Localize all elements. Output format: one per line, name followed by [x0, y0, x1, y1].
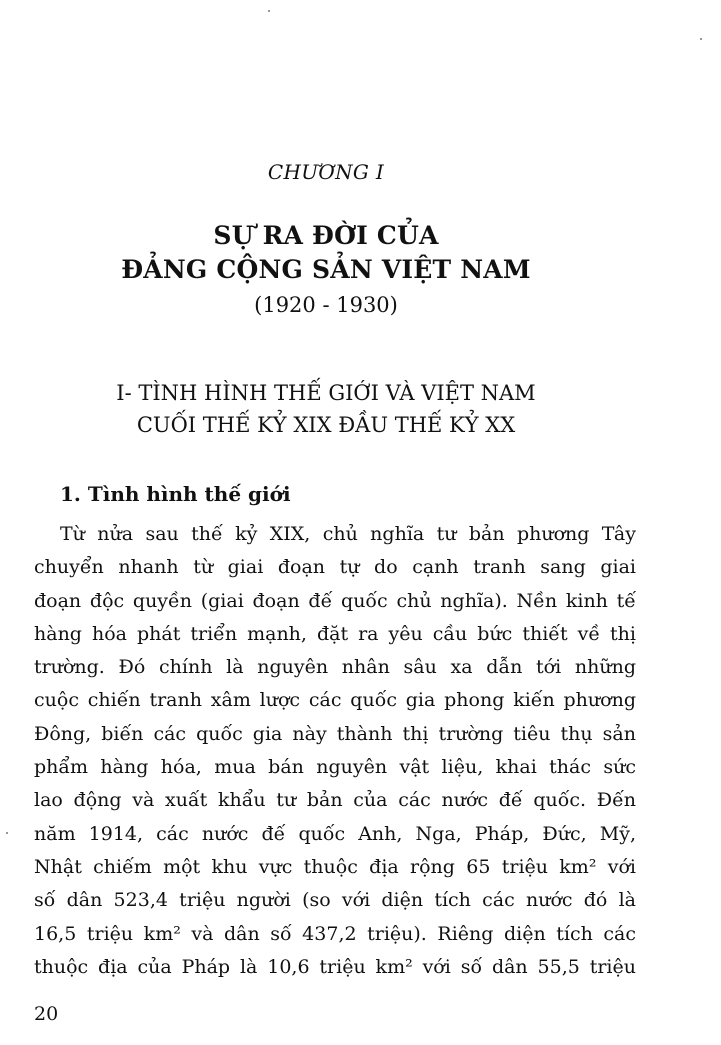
paragraph-line: chuyển nhanh từ giai đoạn tự do cạnh tranh sang giai	[34, 556, 636, 579]
section-heading-line-2: CUỐI THẾ KỶ XIX ĐẦU THẾ KỶ XX	[136, 413, 516, 437]
chapter-years: (1920 - 1930)	[254, 293, 398, 317]
paragraph-line: Đông, biến các quốc gia này thành thị trường tiêu thụ sản	[34, 722, 636, 745]
subsection-heading: 1. Tình hình thế giới	[60, 482, 291, 506]
section-heading-line-1: I- TÌNH HÌNH THẾ GIỚI VÀ VIỆT NAM	[116, 381, 536, 405]
paragraph-line: Từ nửa sau thế kỷ XIX, chủ nghĩa tư bản phương Tây	[60, 523, 636, 545]
paragraph-line: cuộc chiến tranh xâm lược các quốc gia phong kiến phương	[34, 689, 636, 712]
chapter-title-line-1: SỰ RA ĐỜI CỦA	[213, 221, 439, 250]
paragraph-line: hàng hóa phát triển mạnh, đặt ra yêu cầu bức thiết về thị	[34, 622, 636, 645]
body-paragraph	[34, 518, 636, 984]
paragraph-line: phẩm hàng hóa, mua bán nguyên vật liệu, khai thác sức	[34, 756, 636, 779]
paragraph-line: thuộc địa của Pháp là 10,6 triệu km² với số dân 55,5 triệu	[34, 955, 636, 978]
paragraph-line: 16,5 triệu km² và dân số 437,2 triệu). Riêng diện tích các	[34, 922, 636, 945]
scan-speck	[6, 832, 8, 834]
chapter-label: CHƯƠNG I	[267, 160, 385, 184]
paragraph-line: lao động và xuất khẩu tư bản của các nước đế quốc. Đến	[34, 789, 636, 812]
paragraph-line: số dân 523,4 triệu người (so với diện tích các nước đó là	[34, 889, 636, 912]
scan-speck	[268, 10, 270, 12]
paragraph-line: trường. Đó chính là nguyên nhân sâu xa dẫn tới những	[34, 656, 636, 679]
paragraph-line: năm 1914, các nước đế quốc Anh, Nga, Pháp, Đức, Mỹ,	[34, 822, 636, 845]
paragraph-line: đoạn độc quyền (giai đoạn đế quốc chủ nghĩa). Nền kinh tế	[34, 589, 636, 612]
paragraph-line: Nhật chiếm một khu vực thuộc địa rộng 65 triệu km² với	[34, 855, 636, 878]
page-number: 20	[34, 1003, 59, 1025]
scan-speck	[700, 38, 702, 40]
chapter-title-line-2: ĐẢNG CỘNG SẢN VIỆT NAM	[121, 255, 531, 284]
